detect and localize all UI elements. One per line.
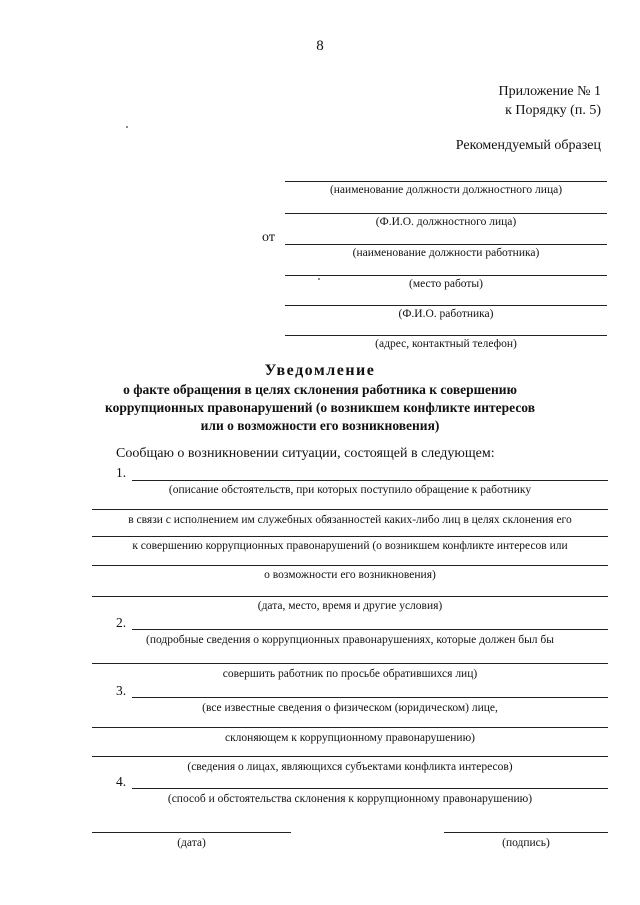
item-4-line [132, 788, 608, 789]
item-1-line-3 [92, 536, 608, 537]
item-3-caption-2: склоняющем к коррупционному правонарушению) [224, 732, 475, 744]
sample-label: Рекомендуемый образец [455, 138, 601, 153]
item-2-line-2 [92, 663, 608, 664]
item-3-line-3 [92, 756, 608, 757]
item-1-line-5 [92, 596, 608, 597]
item-1-number: 1. [116, 465, 127, 480]
item-3-line [132, 697, 608, 698]
date-caption: (дата) [177, 837, 206, 849]
document-subtitle-line-2: коррупционных правонарушений (о возникшем конфликте интересов [104, 400, 536, 415]
from-label: от [262, 230, 275, 245]
official-position-caption: (наименование должности должностного лица) [329, 184, 563, 196]
item-3-caption-3: (сведения о лицах, являющихся субъектами конфликта интересов) [187, 761, 513, 773]
document-subtitle-line-3: или о возможности его возникновения) [200, 418, 440, 433]
item-1-line-4 [92, 565, 608, 566]
signature-line [444, 832, 608, 833]
appendix-number: Приложение № 1 [498, 84, 601, 99]
official-name-line [285, 213, 607, 214]
item-3-caption-1: (все известные сведения о физическом (юридическом) лице, [202, 702, 498, 714]
item-3-line-2 [92, 727, 608, 728]
page-number: 8 [316, 38, 324, 54]
item-1-caption-2: в связи с исполнением им служебных обязанностей каких-либо лиц в целях склонения его [128, 514, 572, 526]
signature-caption: (подпись) [502, 837, 550, 849]
workplace-caption: (место работы) [409, 278, 483, 290]
item-1-line-2 [92, 509, 608, 510]
item-4-caption-1: (способ и обстоятельства склонения к коррупционному правонарушению) [167, 793, 533, 805]
item-1-caption-1: (описание обстоятельств, при которых поступило обращение к работнику [168, 484, 532, 496]
item-2-number: 2. [116, 615, 127, 630]
document-title: Уведомление [264, 362, 376, 379]
workplace-line [285, 275, 607, 276]
item-2-caption-2: совершить работник по просьбе обратившихся лиц) [222, 668, 478, 680]
item-2-line [132, 629, 608, 630]
item-3-number: 3. [116, 683, 127, 698]
scan-speck [126, 126, 128, 128]
address-caption: (адрес, контактный телефон) [375, 338, 517, 350]
address-line [285, 335, 607, 336]
item-1-caption-4: о возможности его возникновения) [264, 569, 436, 581]
employee-name-line [285, 305, 607, 306]
employee-position-caption: (наименование должности работника) [352, 247, 540, 259]
item-1-caption-3: к совершению коррупционных правонарушений (о возникшем конфликте интересов или [132, 540, 568, 552]
official-position-line [285, 181, 607, 182]
employee-name-caption: (Ф.И.О. работника) [398, 308, 494, 320]
date-line [92, 832, 291, 833]
item-2-caption-1: (подробные сведения о коррупционных правонарушениях, которые должен был бы [145, 634, 554, 646]
appendix-reference: к Порядку (п. 5) [505, 103, 601, 118]
item-1-caption-5: (дата, место, время и другие условия) [257, 600, 443, 612]
intro-text: Сообщаю о возникновении ситуации, состоящей в следующем: [116, 446, 495, 461]
item-1-line [132, 480, 608, 481]
document-subtitle-line-1: о факте обращения в целях склонения работника к совершению [123, 382, 517, 397]
employee-position-line [285, 244, 607, 245]
official-name-caption: (Ф.И.О. должностного лица) [375, 216, 517, 228]
item-4-number: 4. [116, 774, 127, 789]
